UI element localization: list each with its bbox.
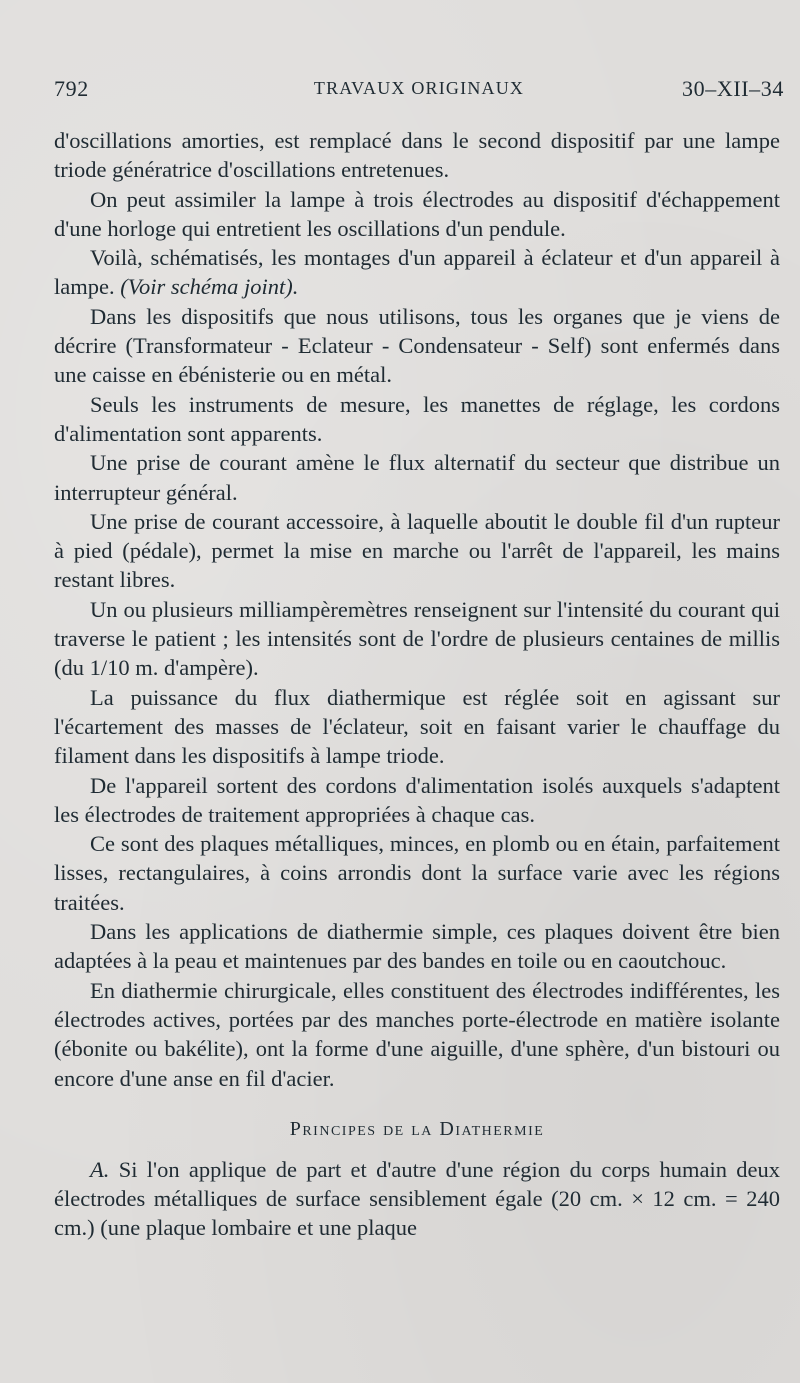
journal-section-title: TRAVAUX ORIGINAUX bbox=[313, 78, 525, 98]
section-heading: Principes de la Diathermie bbox=[289, 1117, 545, 1140]
paragraph: d'oscillations amorties, est remplacé dans le second dispositif par une lampe triode génératrice d'oscillations entretenues. bbox=[54, 128, 780, 183]
paragraph: On peut assimiler la lampe à trois électrodes au dispositif d'échappement d'une horloge qui entretient les oscillations d'un pendule. bbox=[54, 186, 780, 241]
figure-reference: (Voir schéma joint). bbox=[120, 274, 299, 300]
paragraph: De l'appareil sortent des cordons d'alimentation isolés auxquels s'adaptent les électrodes de traitement appropriées à chaque cas. bbox=[54, 772, 780, 827]
paragraph: En diathermie chirurgicale, elles constituent des électrodes indifférentes, les électrodes actives, portées par des manches porte-électrode en matière isolante (ébonite ou bakélite), ont la forme d'une aiguille, d'une sphère, d'un bistouri ou encore d'une anse en fil d'acier. bbox=[54, 977, 780, 1091]
paragraph: Un ou plusieurs milliampèremètres renseignent sur l'intensité du courant qui traverse le patient ; les intensités sont de l'ordre de plusieurs centaines de millis (du 1/10 m. d'ampère). bbox=[54, 596, 780, 681]
paragraph-text: Si l'on applique de part et d'autre d'une région du corps humain deux électrodes métalliques de surface sensiblement égale (20 cm. × 12 cm. = 240 cm.) (une plaque lombaire et une plaque bbox=[54, 1156, 780, 1241]
paragraph: Seuls les instruments de mesure, les manettes de réglage, les cordons d'alimentation sont apparents. bbox=[54, 391, 780, 446]
running-header bbox=[54, 76, 784, 106]
paragraph: Dans les dispositifs que nous utilisons, tous les organes que je viens de décrire (Transformateur - Eclateur - Condensateur - Self) sont enfermés dans une caisse en ébénisterie ou en métal. bbox=[54, 303, 780, 388]
paragraph: La puissance du flux diathermique est réglée soit en agissant sur l'écartement des masses de l'éclateur, soit en faisant varier le chauffage du filament dans les dispositifs à lampe triode. bbox=[54, 684, 780, 769]
page-number: 792 bbox=[54, 76, 89, 101]
body-text bbox=[54, 126, 780, 1243]
list-letter: A. bbox=[90, 1156, 110, 1182]
paragraph: Ce sont des plaques métalliques, minces, en plomb ou en étain, parfaitement lisses, rectangulaires, à coins arrondis dont la surface varie avec les régions traitées. bbox=[54, 831, 780, 915]
issue-date: 30–XII–34 bbox=[682, 76, 784, 101]
paragraph: Une prise de courant amène le flux alternatif du secteur que distribue un interrupteur général. bbox=[54, 450, 780, 505]
paragraph bbox=[54, 1155, 780, 1243]
paragraph-text: Voilà, schématisés, les montages d'un appareil à éclateur et d'un appareil à lampe. bbox=[54, 245, 780, 300]
paragraph: Une prise de courant accessoire, à laquelle aboutit le double fil d'un rupteur à pied (pédale), permet la mise en marche ou l'arrêt de l'appareil, les mains restant libres. bbox=[54, 508, 780, 593]
paragraph bbox=[54, 243, 780, 302]
paragraph: Dans les applications de diathermie simple, ces plaques doivent être bien adaptées à la peau et maintenues par des bandes en toile ou en caoutchouc. bbox=[54, 919, 780, 974]
